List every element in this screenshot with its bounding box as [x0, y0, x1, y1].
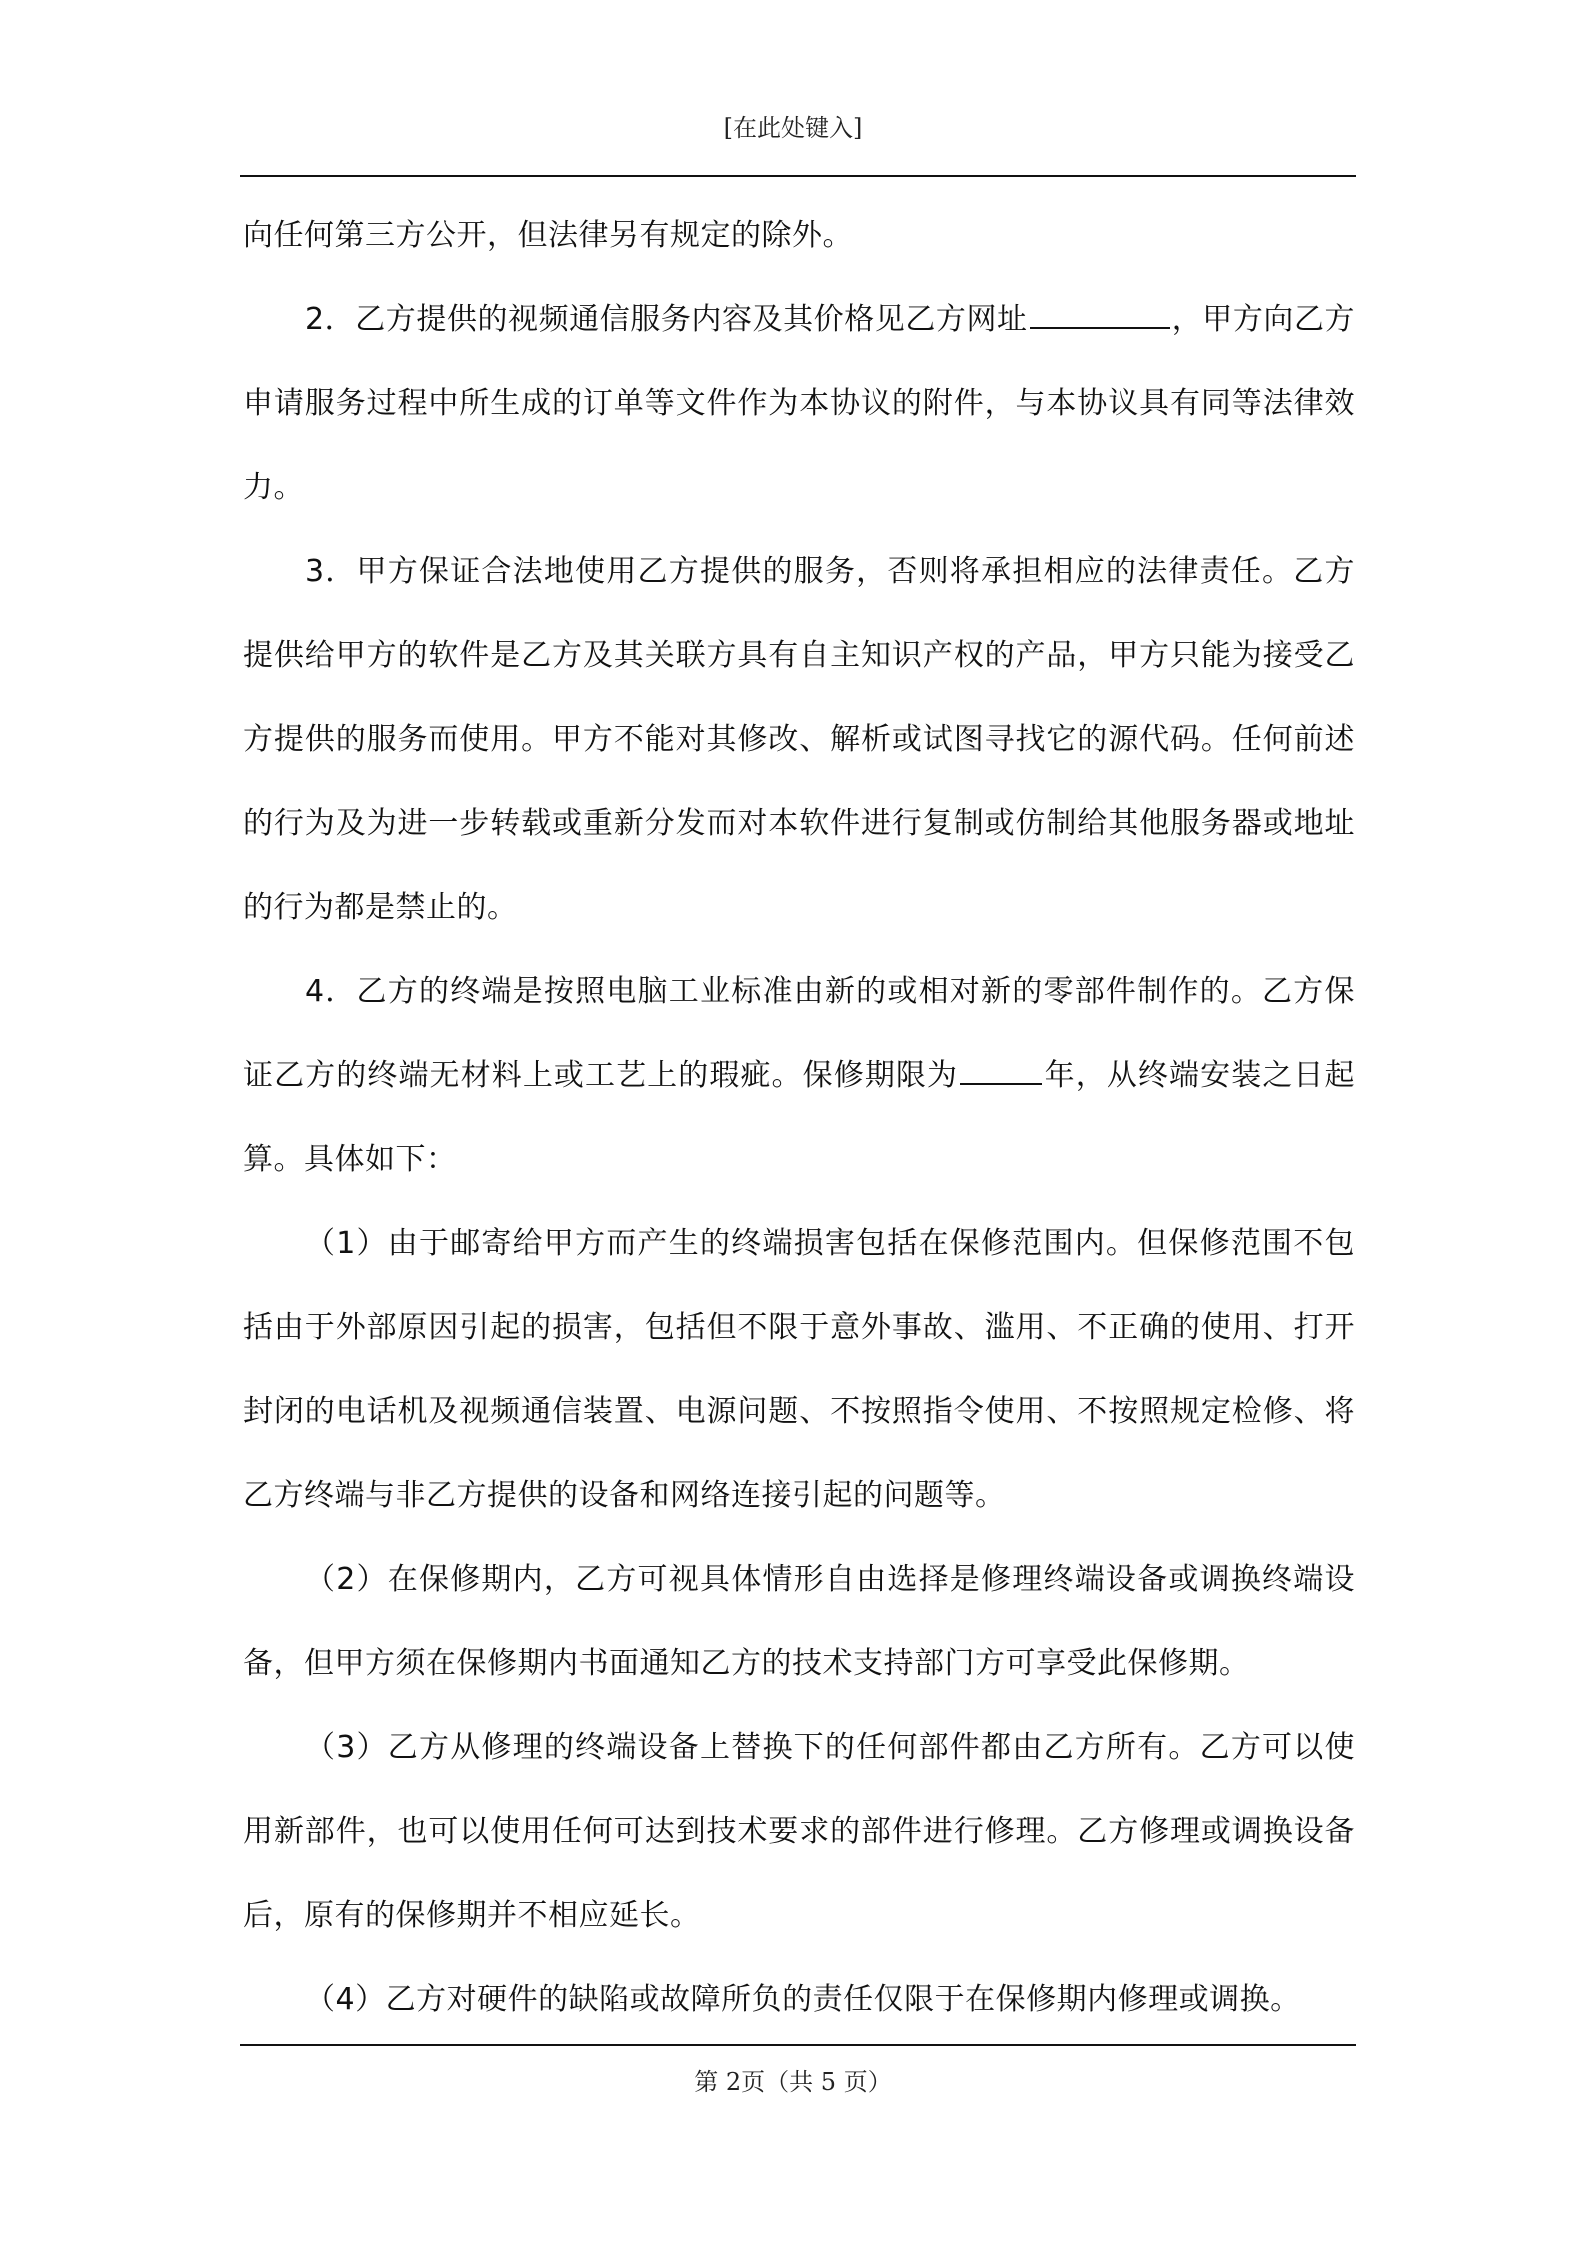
sub-clause-4: （4）乙方对硬件的缺陷或故障所负的责任仅限于在保修期内修理或调换。 [305, 1982, 1301, 2017]
warranty-years-blank-field[interactable] [960, 1053, 1042, 1085]
clause-4 [243, 950, 1355, 1202]
clause-3: 3．甲方保证合法地使用乙方提供的服务，否则将承担相应的法律责任。乙方提供给甲方的软件是乙方及其关联方具有自主知识产权的产品，甲方只能为接受乙方提供的服务而使用。甲方不能对其修改、解析或试图寻找它的源代码。任何前述的行为及为进一步转载或重新分发而对本软件进行复制或仿制给其他服务器或地址的行为都是禁止的。 [243, 554, 1355, 925]
header-placeholder[interactable]: [在此处键入] [723, 114, 863, 142]
sub-clause-2: （2）在保修期内，乙方可视具体情形自由选择是修理终端设备或调换终端设备，但甲方须在保修期内书面通知乙方的技术支持部门方可享受此保修期。 [243, 1562, 1355, 1681]
document-body [243, 194, 1355, 2042]
website-blank-field[interactable] [1030, 297, 1170, 329]
clause-4-text-before: 4．乙方的终端是按照电脑工业标准由新的或相对新的零部件制作的。乙方保证乙方的终端无材料上或工艺上的瑕疵。保修期限为 [243, 974, 1355, 1093]
clause-2 [243, 278, 1355, 530]
paragraph-continuation: 向任何第三方公开，但法律另有规定的除外。 [243, 218, 853, 253]
sub-clause-1: （1）由于邮寄给甲方而产生的终端损害包括在保修范围内。但保修范围不包括由于外部原因引起的损害，包括但不限于意外事故、滥用、不正确的使用、打开封闭的电话机及视频通信装置、电源问题、不按照指令使用、不按照规定检修、将乙方终端与非乙方提供的设备和网络连接引起的问题等。 [243, 1226, 1355, 1513]
header-divider [240, 175, 1356, 177]
clause-2-text-before: 2．乙方提供的视频通信服务内容及其价格见乙方网址 [305, 302, 1028, 337]
page-number: 第 2页（共 5 页） [694, 2068, 892, 2096]
clause-4-text-after: 年，从终端安装之日起算。具体如下： [243, 1058, 1356, 1177]
clause-2-text-after: ，甲方向乙方申请服务过程中所生成的订单等文件作为本协议的附件，与本协议具有同等法律效力。 [243, 302, 1356, 505]
sub-clause-3: （3）乙方从修理的终端设备上替换下的任何部件都由乙方所有。乙方可以使用新部件，也可以使用任何可达到技术要求的部件进行修理。乙方修理或调换设备后，原有的保修期并不相应延长。 [243, 1730, 1355, 1933]
footer-divider [240, 2044, 1356, 2046]
